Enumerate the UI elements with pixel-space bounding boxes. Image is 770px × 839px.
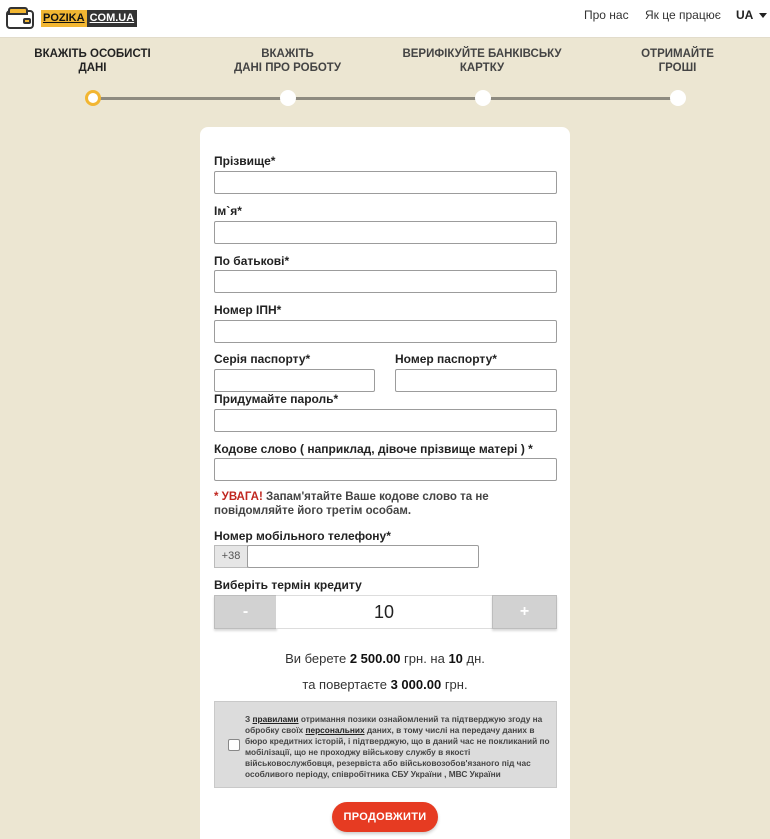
brand-name	[41, 10, 137, 27]
ipn-field[interactable]	[214, 320, 557, 343]
agreement-checkbox[interactable]	[228, 739, 240, 751]
language-label: UA	[736, 8, 754, 22]
personal-data-link[interactable]: персональних	[305, 725, 365, 735]
step-3-dot	[475, 90, 491, 106]
password-field[interactable]	[214, 409, 557, 432]
phone-field[interactable]	[247, 545, 479, 568]
step-2-label: ВКАЖІТЬ ДАНІ ПРО РОБОТУ	[234, 48, 341, 74]
logo[interactable]	[6, 5, 137, 31]
chevron-down-icon	[759, 13, 767, 18]
ipn-label: Номер ІПН*	[214, 303, 282, 317]
term-decrease-button[interactable]: -	[214, 595, 277, 629]
rules-link[interactable]: правилами	[252, 714, 299, 724]
step-4-label: ОТРИМАЙТЕ ГРОШІ	[641, 48, 714, 74]
brand-part-1: POZIKA	[41, 10, 87, 27]
loan-days: 10	[448, 651, 463, 666]
agreement-text: З правилами отримання позики ознайомлений та підтверджую згоду на обробку своїх персональних даних, в тому числі на передачу даних в бюро кредитних історій, і підтверджую, що в даний час не покликаний по мобілізації, що не проходжу військову службу в якості військовослужбовця, резервіста або військовозобов'язаного під час особливого періоду, співробітника СБУ України , МВС України	[245, 714, 550, 779]
passport-series-label: Серія паспорту*	[214, 352, 311, 366]
wallet-icon	[6, 7, 36, 29]
continue-button[interactable]: ПРОДОВЖИТИ	[332, 802, 438, 832]
password-label: Придумайте пароль*	[214, 392, 339, 406]
surname-field[interactable]	[214, 171, 557, 194]
code-word-warning	[214, 490, 554, 518]
loan-summary-line-1: Ви берете 2 500.00 грн. на 10 дн.	[285, 651, 485, 666]
step-4-dot	[670, 90, 686, 106]
nav-about-link[interactable]: Про нас	[584, 8, 629, 22]
term-increase-button[interactable]: +	[492, 595, 557, 629]
loan-summary-line-2: та повертаєте 3 000.00 грн.	[302, 677, 468, 692]
patronymic-label: По батькові*	[214, 254, 290, 268]
name-field[interactable]	[214, 221, 557, 244]
return-amount: 3 000.00	[390, 677, 442, 692]
warning-prefix: * УВАГА!	[214, 491, 263, 503]
brand-part-2: COM.UA	[87, 10, 138, 27]
step-1-label: ВКАЖІТЬ ОСОБИСТІ ДАНІ	[34, 48, 151, 74]
agreement-box	[214, 701, 557, 788]
surname-label: Прізвище*	[214, 154, 276, 168]
term-value: 10	[276, 595, 492, 629]
patronymic-field[interactable]	[214, 270, 557, 293]
loan-amount: 2 500.00	[349, 651, 401, 666]
step-2-dot	[280, 90, 296, 106]
language-selector[interactable]	[736, 8, 767, 22]
phone-prefix: +38	[214, 545, 248, 568]
progress-line	[93, 97, 678, 100]
code-word-label: Кодове слово ( наприклад, дівоче прізвище матері ) *	[214, 442, 533, 456]
code-word-field[interactable]	[214, 458, 557, 481]
header	[0, 0, 770, 38]
passport-series-field[interactable]	[214, 369, 375, 392]
phone-label: Номер мобільного телефону*	[214, 529, 391, 543]
name-label: Ім`я*	[214, 204, 242, 218]
nav-how-it-works-link[interactable]: Як це працює	[645, 8, 721, 22]
passport-number-label: Номер паспорту*	[395, 352, 497, 366]
step-3-label: ВЕРИФІКУЙТЕ БАНКІВСЬКУ КАРТКУ	[402, 48, 562, 74]
warning-text: Запам'ятайте Ваше кодове слово та не повідомляйте його третім особам.	[214, 491, 489, 517]
term-label: Виберіть термін кредиту	[214, 578, 362, 592]
passport-number-field[interactable]	[395, 369, 557, 392]
step-1-dot	[85, 90, 101, 106]
